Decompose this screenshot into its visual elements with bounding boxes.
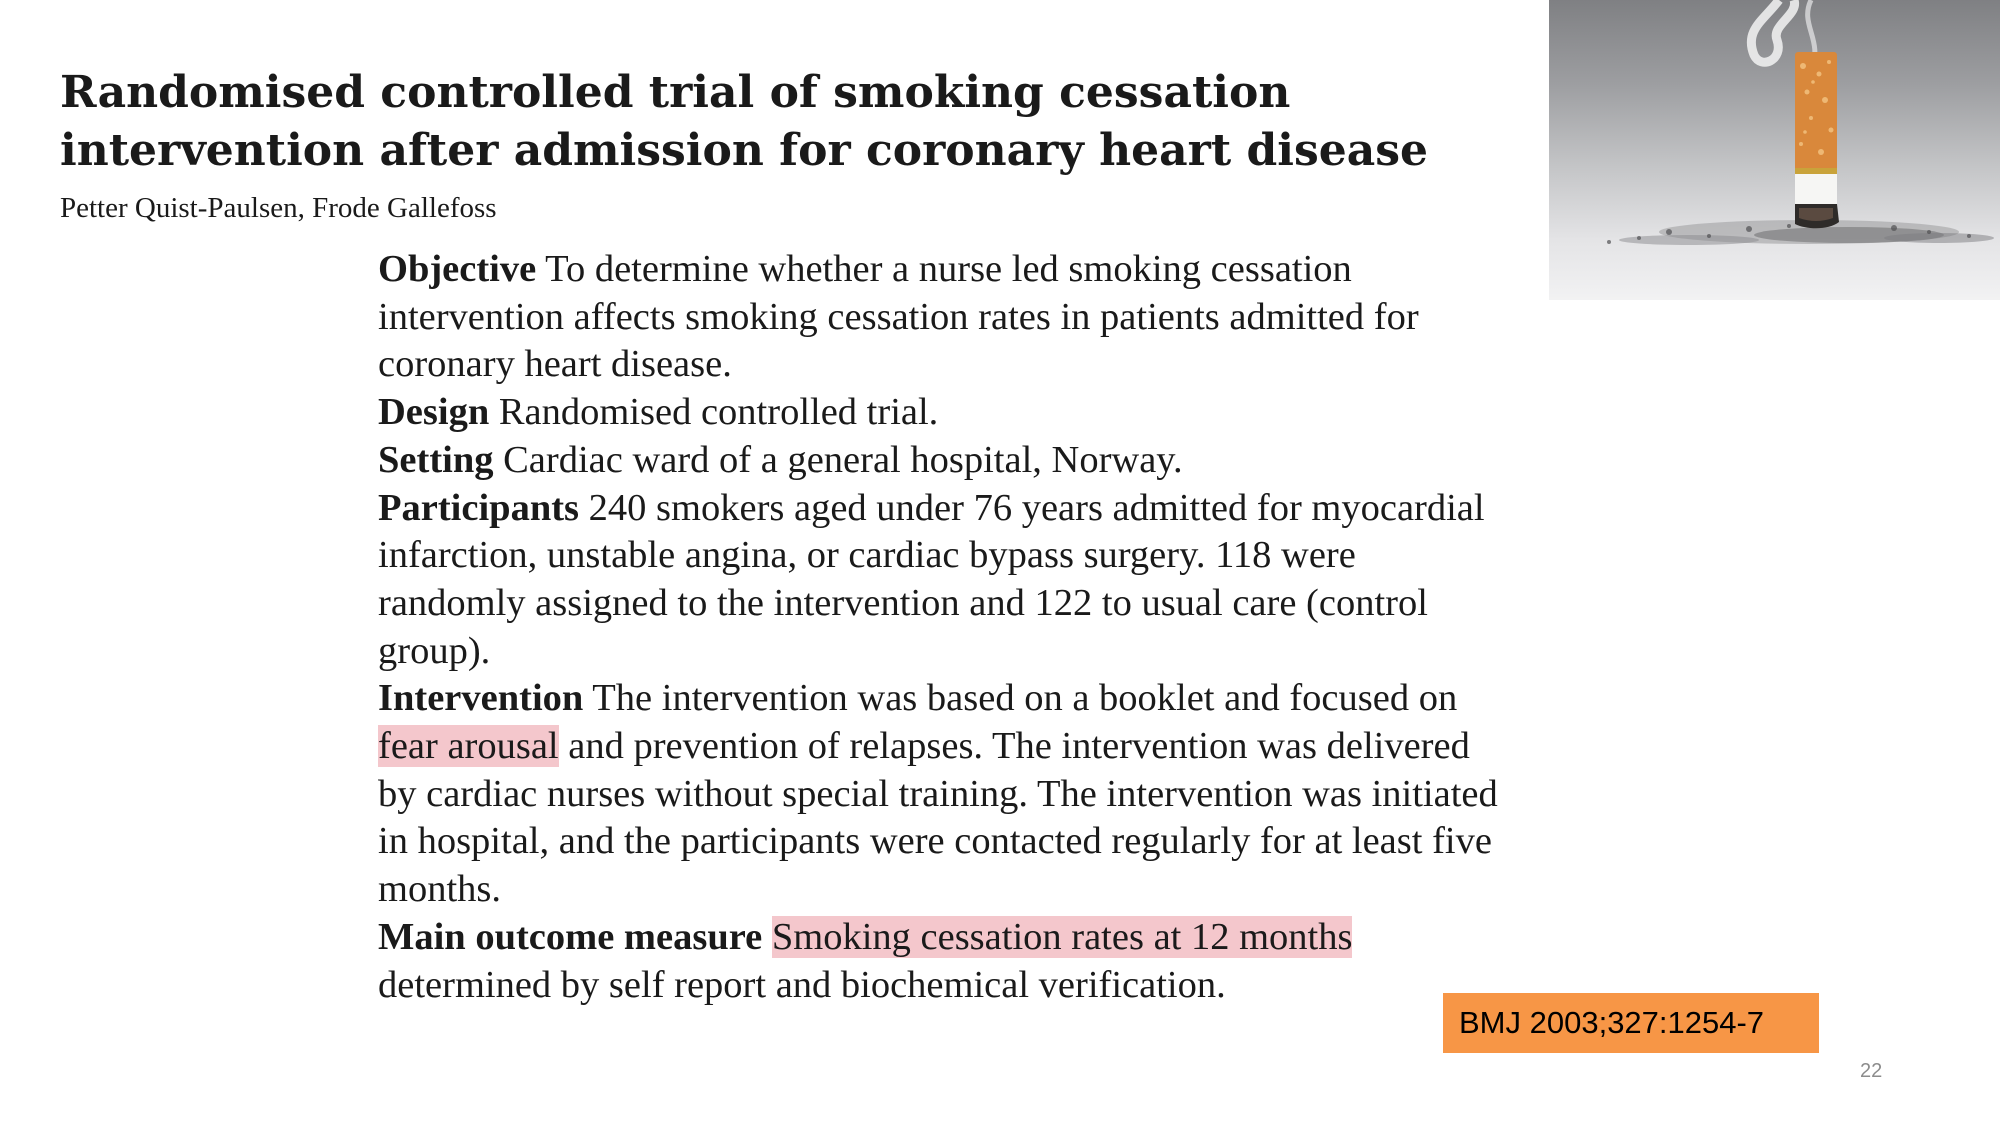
participants-label: Participants	[378, 486, 580, 529]
paper-title: Randomised controlled trial of smoking cessation intervention after admission for coronary heart disease	[60, 67, 1429, 176]
intervention-text-before: The intervention was based on a booklet and focused on	[592, 677, 1458, 720]
intervention-text-after: and prevention of relapses. The intervention was delivered by cardiac nurses without special training. The intervention was initiated in hospital, and the participants were contacted regularly for at least five months.	[378, 725, 1498, 911]
main-outcome-label: Main outcome measure	[378, 915, 763, 958]
participants-text: 240 smokers aged under 76 years admitted for myocardial infarction, unstable angina, or cardiac bypass surgery. 118 were randomly assigned to the intervention and 122 to usual care (control group).	[378, 486, 1485, 672]
citation-badge: BMJ 2003;327:1254-7	[1443, 993, 1819, 1053]
objective-text: To determine whether a nurse led smoking cessation intervention affects smoking cessation rates in patients admitted for coronary heart disease.	[378, 248, 1419, 386]
setting-label: Setting	[378, 438, 494, 481]
main-outcome-text-after: determined by self report and biochemical verification.	[378, 963, 1226, 1006]
intervention-highlight: fear arousal	[378, 725, 559, 768]
abstract	[378, 246, 1498, 1009]
objective-label: Objective	[378, 248, 537, 290]
paper-authors: Petter Quist-Paulsen, Frode Gallefoss	[60, 192, 497, 224]
intervention-label: Intervention	[378, 677, 584, 720]
cigarette-ash-photo	[1549, 0, 2000, 300]
design-text: Randomised controlled trial.	[498, 391, 939, 434]
design-label: Design	[378, 391, 490, 434]
setting-text: Cardiac ward of a general hospital, Norway.	[503, 438, 1183, 481]
main-outcome-highlight: Smoking cessation rates at 12 months	[771, 915, 1353, 958]
page-number: 22	[1860, 1060, 1883, 1082]
